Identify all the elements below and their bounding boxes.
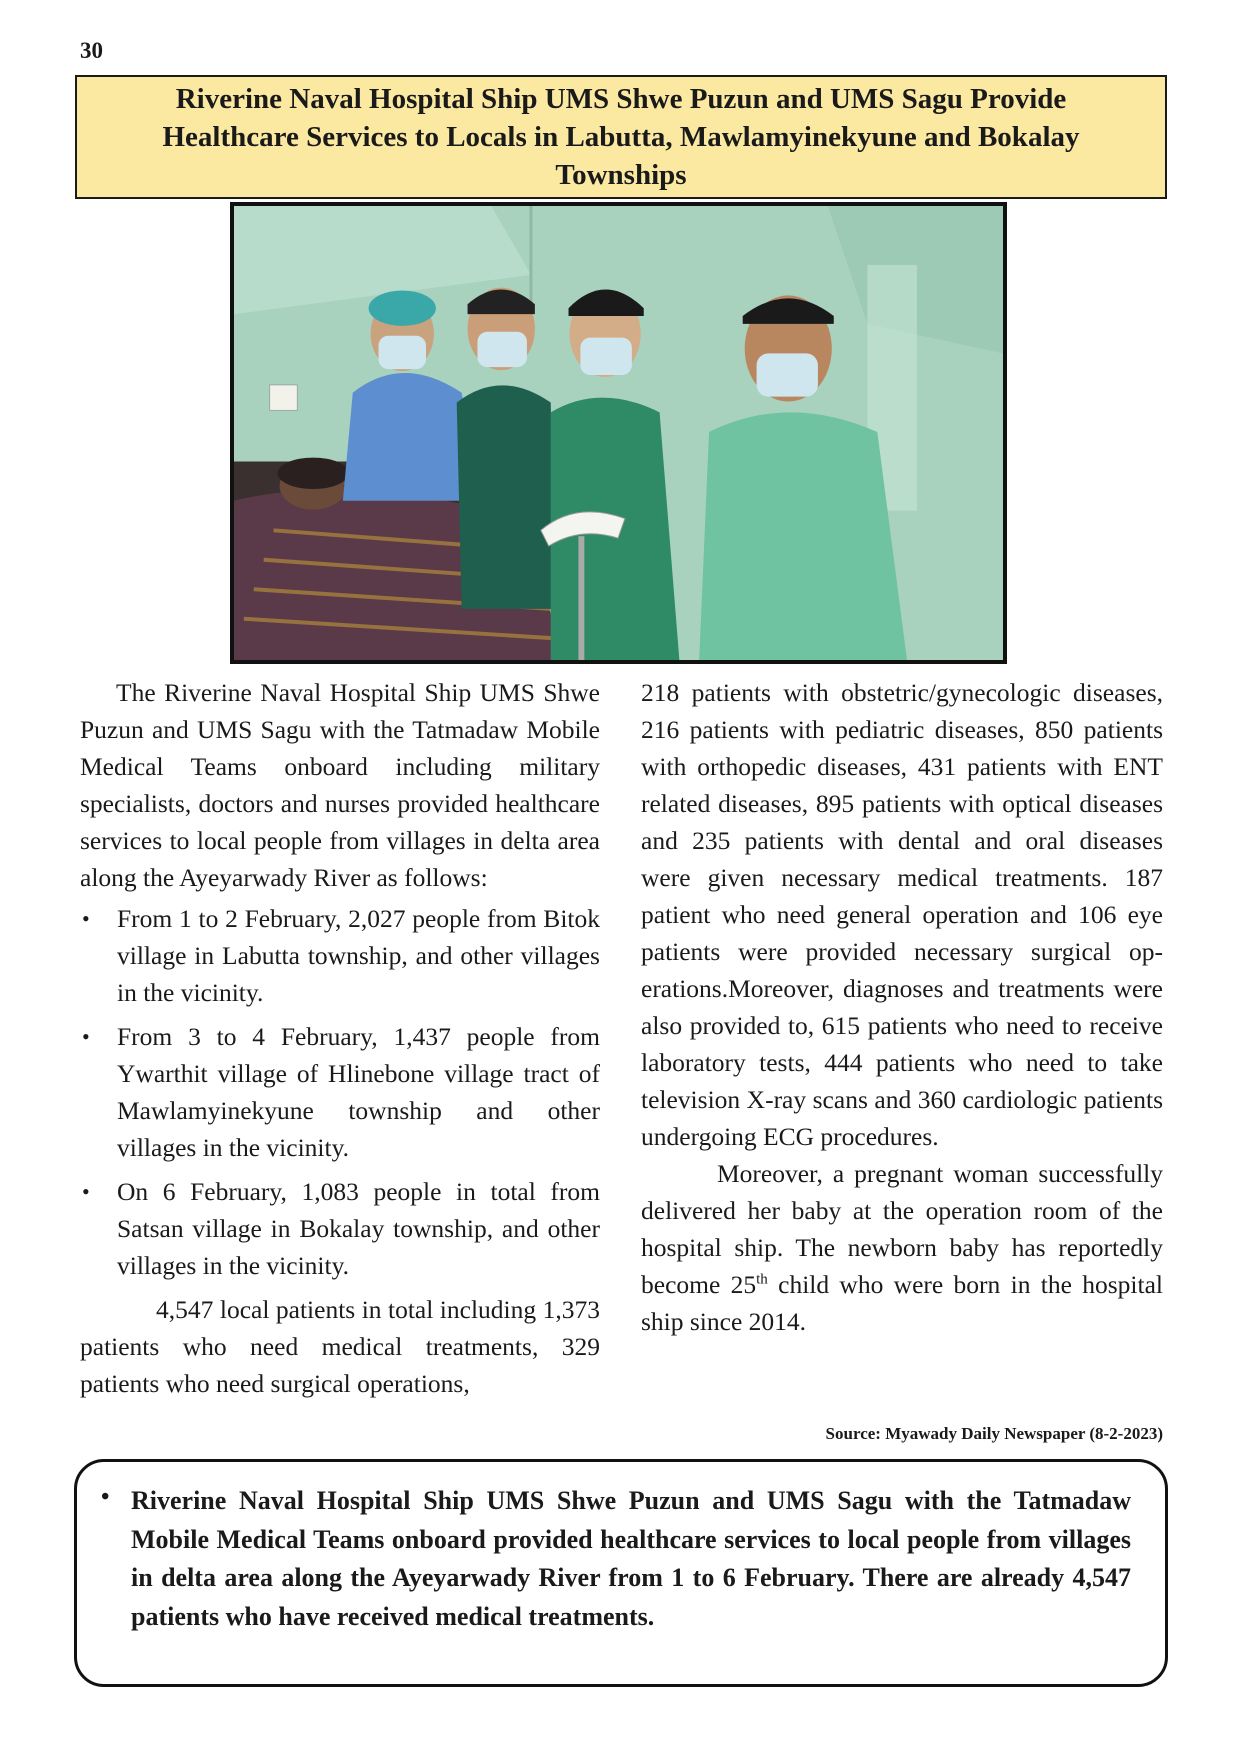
article-intro: The Riverine Naval Hospital Ship UMS Shwe Puzun and UMS Sagu with the Tatmadaw Mobile Medical Teams onboard including military specialists, doctors and nurses provided healthcare services to local people from villages in delta area along the Ayeyarwady River as follows: <box>80 678 600 892</box>
article-column-left <box>80 674 600 1402</box>
bullet-icon: • <box>82 1179 90 1204</box>
list-item-text: From 3 to 4 February, 1,437 people from Ywarthit village of Hlinebone village tract of Mawlamyinekyune township and other villages in the vicinity. <box>117 1022 600 1162</box>
ordinal-suffix: th <box>756 1271 768 1288</box>
bullet-icon: • <box>101 1484 110 1510</box>
para3-text-pre: Moreover, a pregnant woman successfully delivered her baby at the operation room of the hospital ship. The newborn baby has reportedly become 25 <box>641 1159 1163 1299</box>
visit-list <box>80 900 600 1284</box>
source-credit: Source: Myawady Daily Newspaper (8-2-2023) <box>825 1424 1163 1443</box>
article-photo <box>230 202 1007 664</box>
bullet-icon: • <box>82 906 90 931</box>
article-para3 <box>641 1155 1163 1340</box>
article-title: Riverine Naval Hospital Ship UMS Shwe Puzun and UMS Sagu Provide Healthcare Services to Locals in Labutta, Mawlamyinekyune and Bokalay Townships <box>162 83 1080 191</box>
summary-text: Riverine Naval Hospital Ship UMS Shwe Puzun and UMS Sagu with the Tatmadaw Mobile Medical Teams onboard provided healthcare services to local people from villages in delta area along the Ayeyarwady River from 1 to 6 February. There are already 4,547 patients who have received medical treatments. <box>131 1486 1131 1631</box>
title-box <box>75 75 1167 199</box>
article-para2-end: 218 patients with obstetric/gynecologic diseases, 216 patients with pediatric diseases, 850 patients with orthopedic diseases, 431 patients with ENT related diseases, 895 patients with optical diseases and 235 patients with dental and oral diseases were given necessary medical treatments. 187 patient who need general operation and 106 eye patients were provided necessary surgical operations.Moreover, diagnoses and treatments were also provided to, 615 patients who need to receive laboratory tests, 444 patients who need to take television X-ray scans and 360 cardiologic patients undergoing ECG procedures. <box>641 678 1163 1151</box>
para3-text-post: child who were born in the hospital ship since 2014. <box>641 1270 1164 1336</box>
list-item <box>80 1018 600 1166</box>
article-column-right <box>641 674 1163 1340</box>
summary-box <box>74 1459 1168 1687</box>
list-item <box>80 900 600 1011</box>
bullet-icon: • <box>82 1024 90 1049</box>
article-para2-start: 4,547 local patients in total including 1,373 patients who need medical treatments, 329 patients who need surgical operations, <box>80 1295 600 1398</box>
page-number: 30 <box>80 38 103 63</box>
list-item-text: On 6 February, 1,083 people in total from Satsan village in Bokalay township, and other villages in the vicinity. <box>117 1177 600 1280</box>
list-item <box>80 1173 600 1284</box>
hospital-ward-photo-icon <box>234 206 1003 660</box>
list-item-text: From 1 to 2 February, 2,027 people from Bitok village in Labutta township, and other villages in the vicinity. <box>117 904 600 1007</box>
